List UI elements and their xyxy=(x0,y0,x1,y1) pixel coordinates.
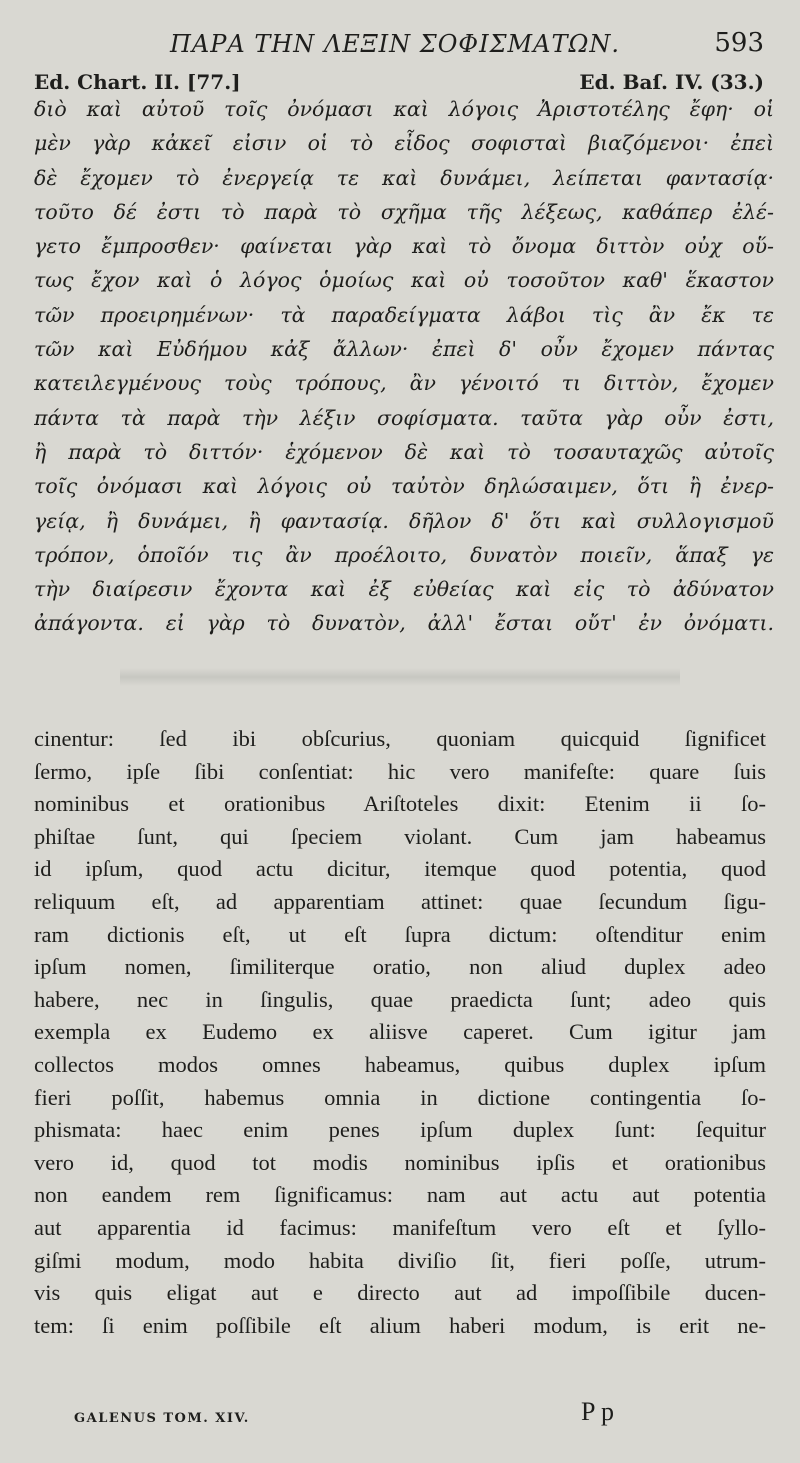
greek-line: τῶν προειρημένων· τὰ παραδείγματα λάβοι τὶς ἂν ἔκ τε xyxy=(34,302,774,327)
edition-reference-basel: Ed. Baſ. IV. (33.) xyxy=(579,70,764,94)
signature-mark: GALENUS TOM. XIV. xyxy=(74,1411,250,1426)
latin-line: ſermo, ipſe ſibi conſentiat: hic vero manifeſte: quare ſuis xyxy=(34,758,766,784)
latin-line: exempla ex Eudemo ex aliisve caperet. Cum igitur jam xyxy=(34,1019,766,1045)
show-through-line xyxy=(120,668,680,686)
greek-line: τοῦτο δέ ἐστι τὸ παρὰ τὸ σχῆμα τῆς λέξεως, καθάπερ ἐλέ- xyxy=(34,199,774,224)
latin-line: aut apparentia id facimus: manifeſtum vero eſt et ſyllo- xyxy=(34,1214,766,1240)
latin-line: tem: ſi enim poſſibile eſt alium haberi modum, is erit ne- xyxy=(34,1312,766,1338)
latin-line: vero id, quod tot modis nominibus ipſis et orationibus xyxy=(34,1149,766,1175)
latin-line: fieri poſſit, habemus omnia in dictione contingentia ſo- xyxy=(34,1084,766,1110)
greek-line: τῶν καὶ Εὐδήμου κἀξ ἄλλων· ἐπεὶ δ' οὖν ἔχομεν πάντας xyxy=(34,337,774,362)
latin-text-block xyxy=(34,723,766,1342)
running-header-title: ΠΑΡΑ ΤΗΝ ΛΕΞΙΝ ΣΟΦΙΣΜΑΤΩΝ. xyxy=(170,30,620,58)
greek-line: τὴν διαίρεσιν ἔχοντα καὶ ἐξ εὐθείας καὶ εἰς τὸ ἀδύνατον xyxy=(34,577,774,602)
greek-line: τως ἔχον καὶ ὁ λόγος ὁμοίως καὶ οὐ τοσοῦτον καθ' ἕκαστον xyxy=(34,268,774,293)
latin-line: vis quis eligat aut e directo aut ad impoſſibile ducen- xyxy=(34,1280,766,1306)
latin-line: ram dictionis eſt, ut eſt ſupra dictum: oſtenditur enim xyxy=(34,921,766,947)
edition-reference-chartier: Ed. Chart. II. [77.] xyxy=(34,70,241,94)
gathering-mark: P p xyxy=(581,1397,614,1426)
latin-line: ipſum nomen, ſimiliterque oratio, non aliud duplex adeo xyxy=(34,954,766,980)
latin-line: non eandem rem ſignificamus: nam aut actu aut potentia xyxy=(34,1182,766,1208)
latin-line: giſmi modum, modo habita diviſio ſit, fieri poſſe, utrum- xyxy=(34,1247,766,1273)
greek-line: τοῖς ὀνόμασι καὶ λόγοις οὐ ταὐτὸν δηλώσαιμεν, ὅτι ἢ ἐνερ- xyxy=(34,474,774,499)
latin-line: reliquum eſt, ad apparentiam attinet: quae ſecundum ſigu- xyxy=(34,888,766,914)
greek-line: γείᾳ, ἢ δυνάμει, ἢ φαντασίᾳ. δῆλον δ' ὅτι καὶ συλλογισμοῦ xyxy=(34,508,774,533)
latin-line: collectos modos omnes habeamus, quibus duplex ipſum xyxy=(34,1051,766,1077)
greek-text-block xyxy=(34,92,774,641)
page-number: 593 xyxy=(714,28,764,58)
greek-line: ἢ παρὰ τὸ διττόν· ἑχόμενον δὲ καὶ τὸ τοσαυταχῶς αὐτοῖς xyxy=(34,439,774,464)
latin-line: habere, nec in ſingulis, quae praedicta ſunt; adeo quis xyxy=(34,986,766,1012)
greek-line: ἀπάγοντα. εἰ γὰρ τὸ δυνατὸν, ἀλλ' ἔσται οὔτ' ἐν ὀνόματι. xyxy=(34,611,774,636)
latin-line: phiſtae ſunt, qui ſpeciem violant. Cum jam habeamus xyxy=(34,823,766,849)
greek-line: γετο ἔμπροσθεν· φαίνεται γὰρ καὶ τὸ ὄνομα διττὸν οὐχ οὕ- xyxy=(34,234,774,259)
greek-line: κατειλεγμένους τοὺς τρόπους, ἂν γένοιτό τι διττὸν, ἔχομεν xyxy=(34,371,774,396)
greek-line: διὸ καὶ αὐτοῦ τοῖς ὀνόμασι καὶ λόγοις Ἀριστοτέλης ἔφη· οἱ xyxy=(34,97,774,121)
latin-line: phismata: haec enim penes ipſum duplex ſunt: ſequitur xyxy=(34,1117,766,1143)
greek-line: τρόπον, ὁποῖόν τις ἂν προέλοιτο, δυνατὸν ποιεῖν, ἅπαξ γε xyxy=(34,542,774,567)
greek-line: δὲ ἔχομεν τὸ ἐνεργείᾳ τε καὶ δυνάμει, λείπεται φαντασίᾳ· xyxy=(34,165,774,190)
latin-line: cinentur: ſed ibi obſcurius, quoniam quicquid ſignificet xyxy=(34,726,766,751)
latin-line: nominibus et orationibus Ariſtoteles dixit: Etenim ii ſo- xyxy=(34,791,766,817)
greek-line: μὲν γὰρ κἀκεῖ εἰσιν οἱ τὸ εἶδος σοφισταὶ βιαζόμενοι· ἐπεὶ xyxy=(34,131,774,156)
latin-line: id ipſum, quod actu dicitur, itemque quod potentia, quod xyxy=(34,856,766,882)
greek-line: πάντα τὰ παρὰ τὴν λέξιν σοφίσματα. ταῦτα γὰρ οὖν ἐστι, xyxy=(34,405,774,430)
